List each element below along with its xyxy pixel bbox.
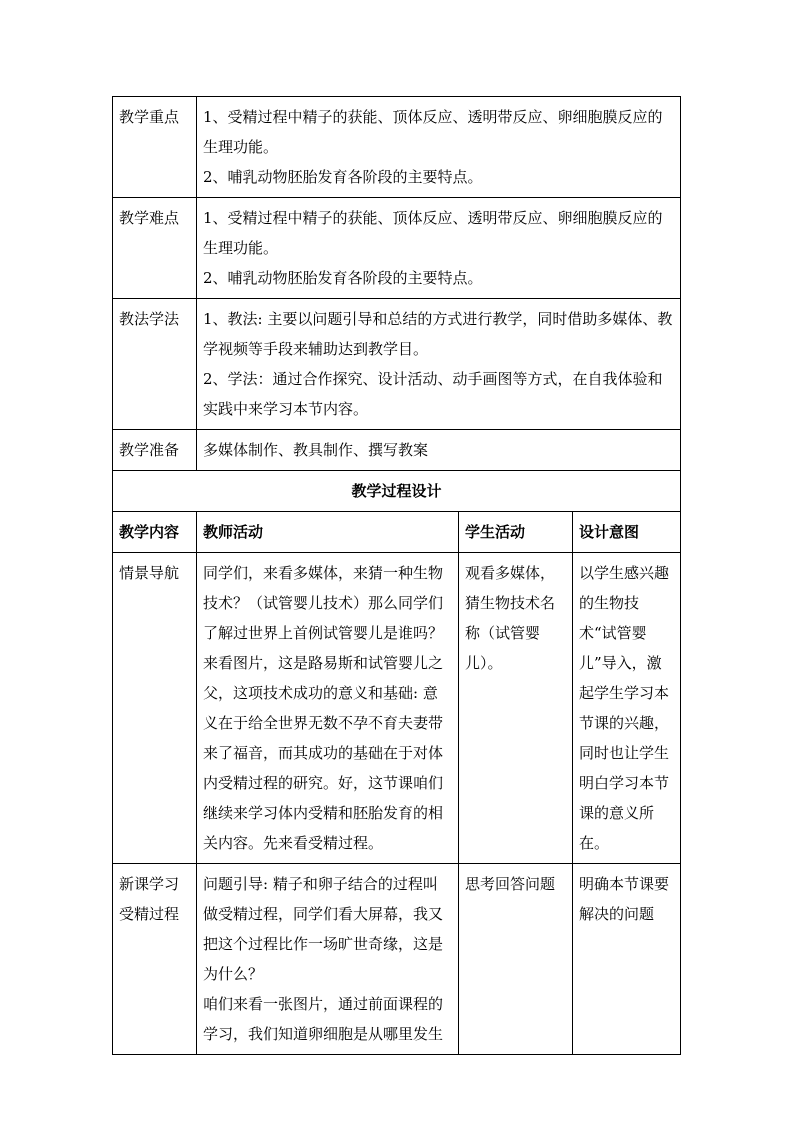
row-line: 1、受精过程中精子的获能、顶体反应、透明带反应、卵细胞膜反应的生理功能。 [203,108,663,156]
process-content [113,553,197,864]
top-row-method [113,299,681,430]
row-content [197,430,681,471]
top-row-focus [113,97,681,198]
row-line: 1、教法: 主要以问题引导和总结的方式进行教学，同时借助多媒体、教学视频等手段来辅助达到教学目。 [203,310,673,358]
row-line: 2、学法：通过合作探究、设计活动、动手画图等方式，在自我体验和实践中来学习本节内容。 [203,370,663,418]
process-student [459,864,573,1055]
process-teacher [197,553,459,864]
top-row-prep [113,430,681,471]
cell-line: 以学生感兴趣的生物技术“试管婴儿”导入，激起学生学习本节课的兴趣，同时也让学生明白学习本节课的意义所在。 [579,564,670,852]
process-intent [573,553,681,864]
cell-line: 情景导航 [119,564,180,582]
cell-line: 明确本节课要解决的问题 [579,875,670,923]
row-label: 教学难点 [113,198,197,299]
row-label: 教学准备 [113,430,197,471]
row-line: 2、哺乳动物胚胎发育各阶段的主要特点。 [203,269,483,287]
top-row-difficulty [113,198,681,299]
cell-line: 咱们来看一张图片，通过前面课程的学习，我们知道卵细胞是从哪里发生 [203,995,444,1043]
section-title: 教学过程设计 [113,471,681,512]
column-header-row [113,512,681,553]
column-header: 学生活动 [459,512,573,553]
process-row-intro [113,553,681,864]
lesson-plan-table [112,96,681,1055]
row-label: 教学重点 [113,97,197,198]
row-line: 1、受精过程中精子的获能、顶体反应、透明带反应、卵细胞膜反应的生理功能。 [203,209,663,257]
cell-line: 观看多媒体，猜生物技术名称（试管婴儿）。 [465,564,556,672]
cell-line: 受精过程 [119,905,180,923]
row-content [197,198,681,299]
column-header: 设计意图 [573,512,681,553]
cell-line: 同学们，来看多媒体，来猜一种生物技术？（试管婴儿技术）那么同学们了解过世界上首例试管婴儿是谁吗？来看图片，这是路易斯和试管婴儿之父，这项技术成功的意义和基础: 意义在于给全世界无数不孕不育夫妻带来了福音，而其成功的基础在于对体内受精过程的研究。好，这节课咱们继续来学习体内受精和胚胎发育的相关内容。先来看受精过程。 [203,564,444,852]
process-teacher [197,864,459,1055]
column-header: 教师活动 [197,512,459,553]
cell-line: 新课学习 [119,875,180,893]
process-student [459,553,573,864]
process-content [113,864,197,1055]
row-label: 教法学法 [113,299,197,430]
row-line: 2、哺乳动物胚胎发育各阶段的主要特点。 [203,168,483,186]
process-row-new-lesson [113,864,681,1055]
section-title-row [113,471,681,512]
row-line: 多媒体制作、教具制作、撰写教案 [203,441,429,459]
row-content [197,97,681,198]
cell-line: 思考回答问题 [465,875,556,893]
cell-line: 问题引导: 精子和卵子结合的过程叫做受精过程，同学们看大屏幕，我又把这个过程比作一场旷世奇缘，这是为什么？ [203,875,444,983]
process-intent [573,864,681,1055]
column-header: 教学内容 [113,512,197,553]
row-content [197,299,681,430]
